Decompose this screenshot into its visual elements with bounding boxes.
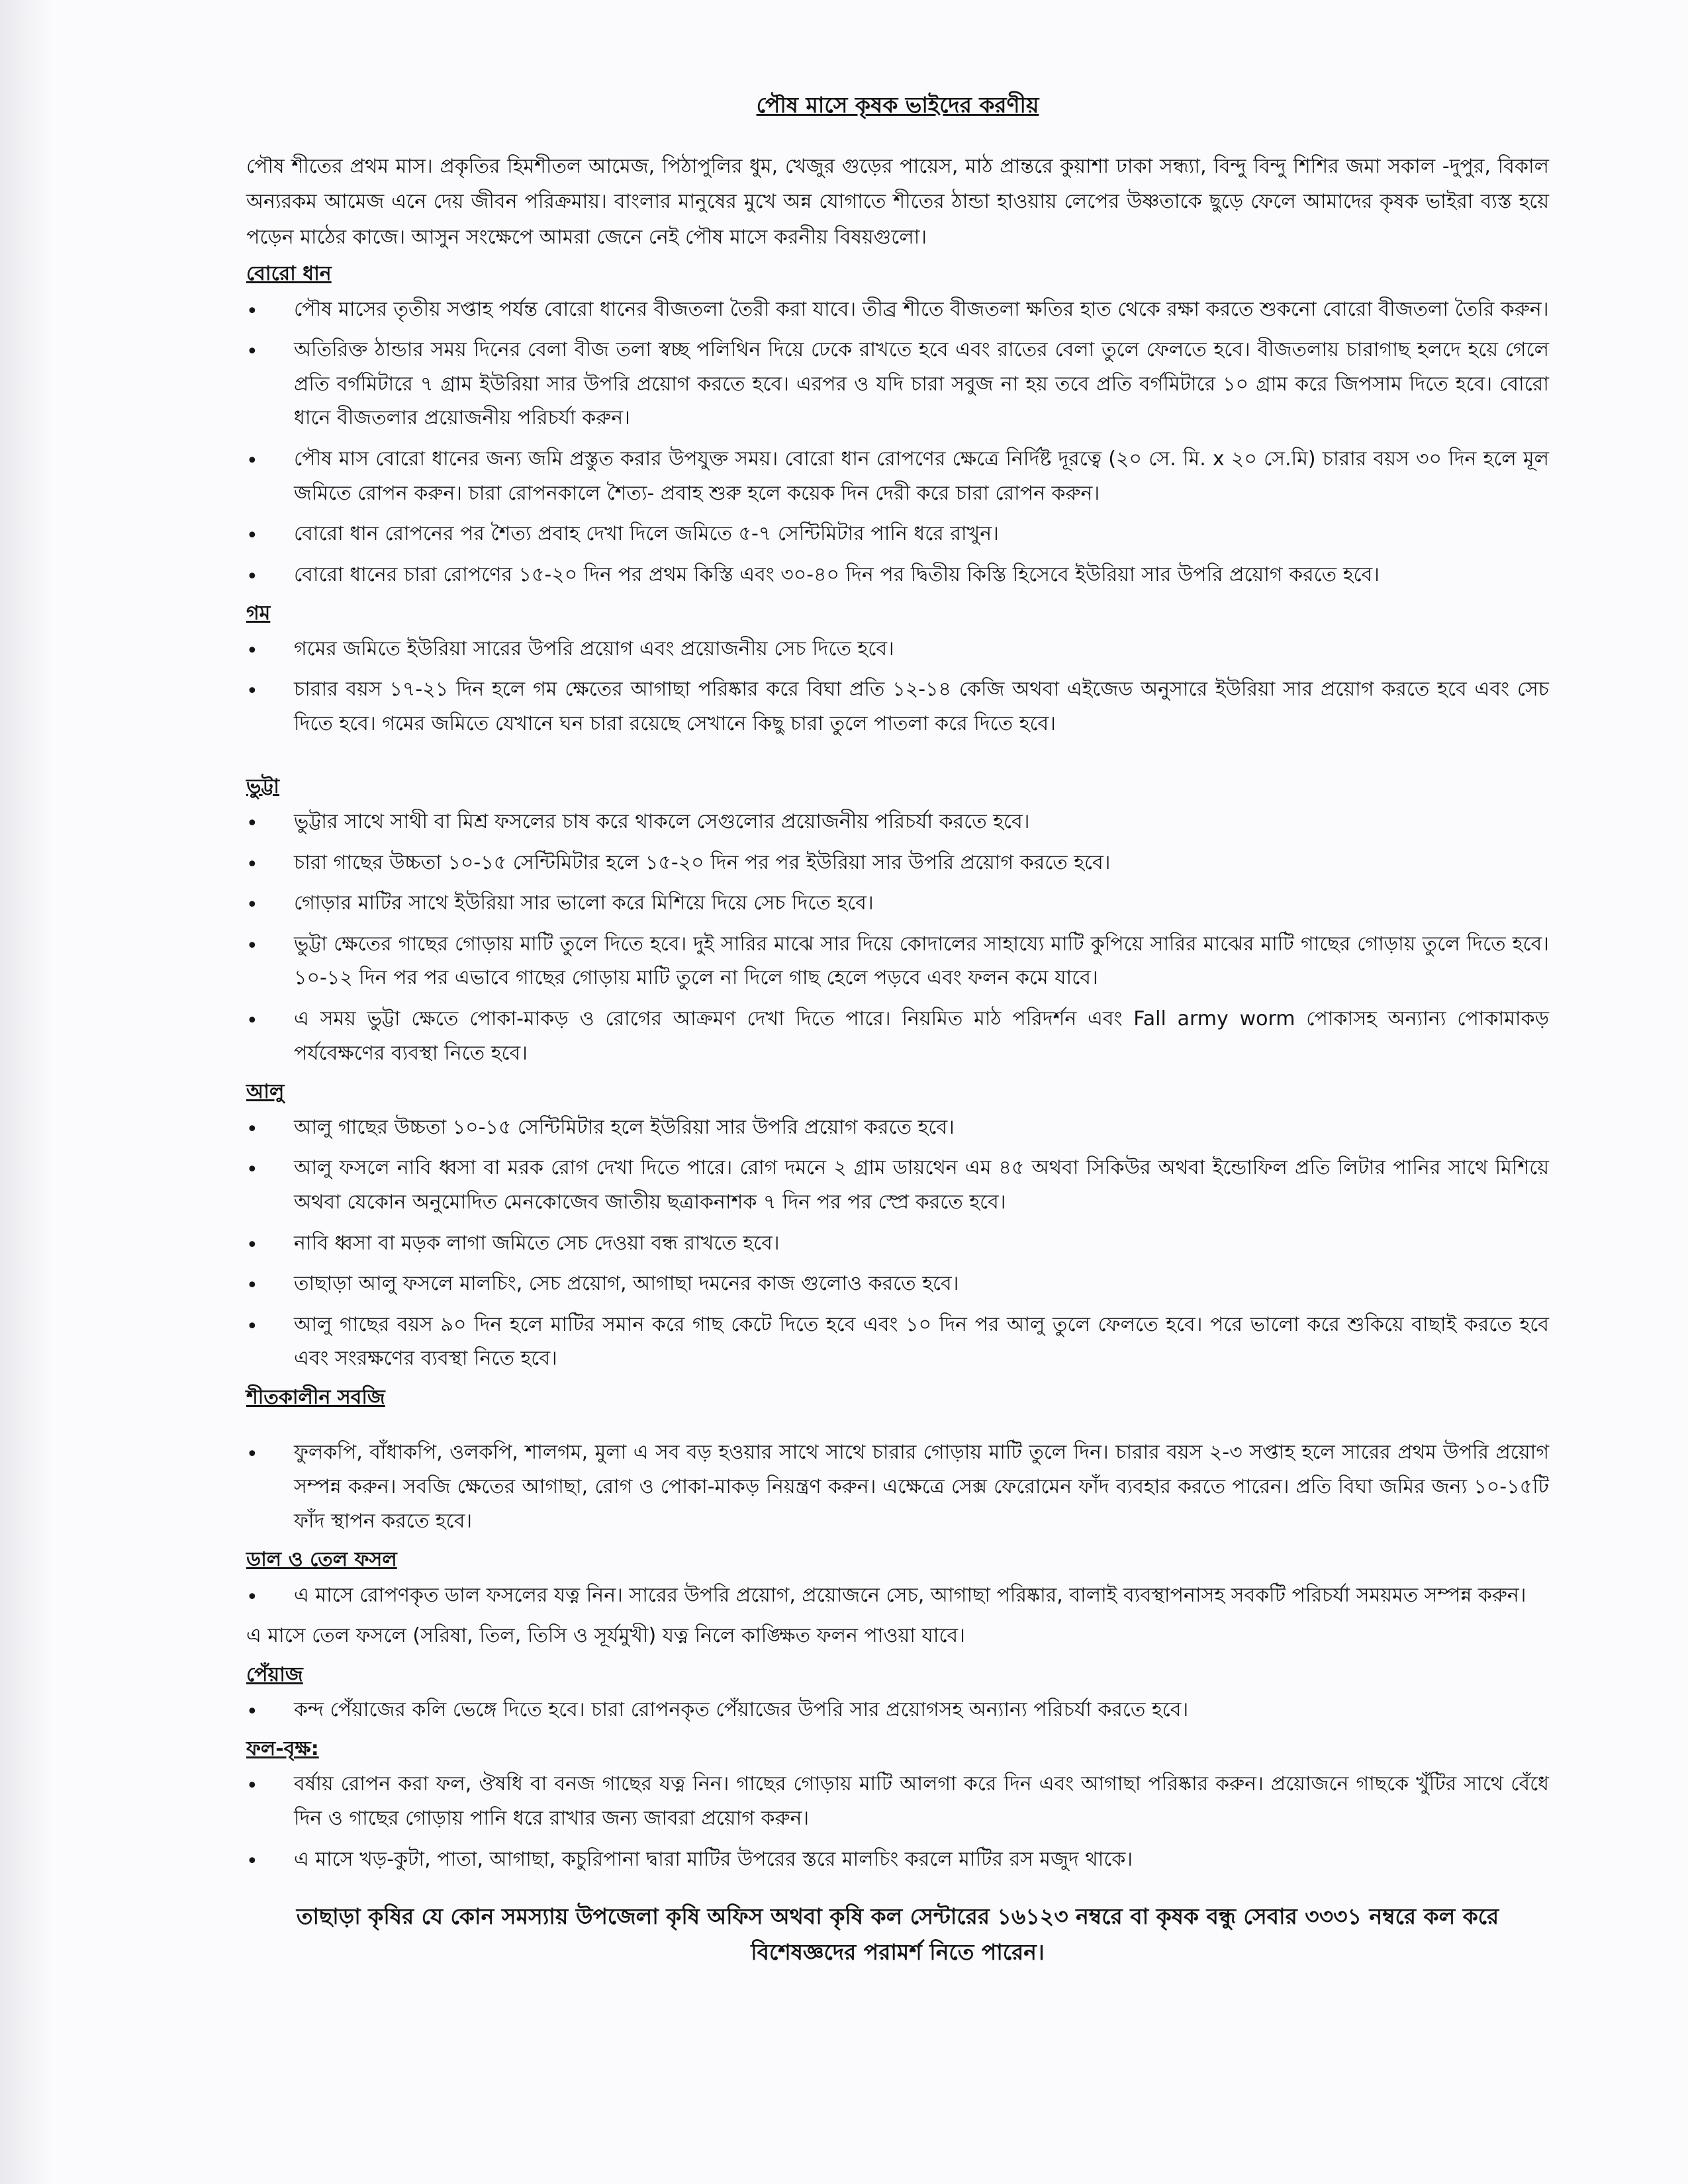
list-item xyxy=(246,442,1549,510)
boro-list xyxy=(246,293,1549,592)
intro-paragraph: পৌষ শীতের প্রথম মাস। প্রকৃতির হিমশীতল আমেজ, পিঠাপুলির ধুম, খেজুর গুড়ের পায়েস, মাঠ প্রান্তরে কুয়াশা ঢাকা সন্ধ্যা, বিন্দু বিন্দু শিশির জমা সকাল -দুপুর, বিকাল অন্যরকম আমেজ এনে দেয় জীবন পরিক্রমায়। বাংলার মানুষের মুখে অন্ন যোগাতে শীতের ঠান্ডা হাওয়ায় লেপের উষ্ণতাকে ছুড়ে ফেলে আমাদের কৃষক ভাইরা ব্যস্ত হয়ে পড়েন মাঠের কাজে। আসুন সংক্ষেপে আমরা জেনে নেই পৌষ মাসে করনীয় বিষয়গুলো। xyxy=(246,154,1549,249)
phol-list xyxy=(246,1767,1549,1876)
section-heading-phol: ফল-বৃক্ষ: xyxy=(246,1737,319,1760)
bullet-icon: • xyxy=(246,680,258,704)
list-item xyxy=(246,1151,1549,1219)
list-item-text: বোরো ধান রোপনের পর শৈত্য প্রবাহ দেখা দিলে জমিতে ৫-৭ সেন্টিমিটার পানি ধরে রাখুন। xyxy=(294,522,999,546)
bullet-icon: • xyxy=(246,565,258,588)
oilseed-note: এ মাসে তেল ফসলে (সরিষা, তিল, তিসি ও সূর্যমুখী) যত্ন নিলে কাঙ্ক্ষিত ফলন পাওয়া যাবে। xyxy=(246,1624,965,1648)
bullet-icon: • xyxy=(246,1009,258,1033)
bullet-icon: • xyxy=(246,934,258,958)
dal-list xyxy=(246,1578,1549,1613)
list-item-text: ভুট্টার সাথে সাথী বা মিশ্র ফসলের চাষ করে থাকলে সেগুলোর প্রয়োজনীয় পরিচর্যা করতে হবে। xyxy=(294,810,1030,834)
list-item-text: আলু ফসলে নাবি ধ্বসা বা মরক রোগ দেখা দিতে পারে। রোগ দমনে ২ গ্রাম ডায়থেন এম ৪৫ অথবা সিকিউর অথবা ইন্ডোফিল প্রতি লিটার পানির সাথে মিশিয়ে অথবা যেকোন অনুমোদিত মেনকোজেব জাতীয় ছত্রাকনাশক ৭ দিন পর পর স্প্রে করতে হবে। xyxy=(294,1156,1549,1214)
bullet-icon: • xyxy=(246,639,258,662)
bullet-icon: • xyxy=(246,1443,258,1467)
section-heading-dal: ডাল ও তেল ফসল xyxy=(246,1548,397,1572)
list-item-text: নাবি ধ্বসা বা মড়ক লাগা জমিতে সেচ দেওয়া বন্ধ রাখতে হবে। xyxy=(294,1231,780,1255)
list-item xyxy=(246,1767,1549,1835)
list-item-text: এ মাসে রোপণকৃত ডাল ফসলের যত্ন নিন। সারের উপরি প্রয়োগ, প্রয়োজনে সেচ, আগাছা পরিষ্কার, বালাই ব্যবস্থাপনাসহ সবকটি পরিচর্যা সময়মত সম্পন্ন করুন। xyxy=(294,1583,1526,1607)
list-item xyxy=(246,1002,1549,1070)
list-item-text: আলু গাছের বয়স ৯০ দিন হলে মাটির সমান করে গাছ কেটে দিতে হবে এবং ১০ দিন পর আলু তুলে ফেলতে হবে। পরে ভালো করে শুকিয়ে বাছাই করতে হবে এবং সংরক্ষণের ব্যবস্থা নিতে হবে। xyxy=(294,1312,1549,1371)
list-item xyxy=(246,1111,1549,1145)
bhutta-list xyxy=(246,805,1549,1070)
bullet-icon: • xyxy=(246,1774,258,1798)
list-item-text: পৌষ মাসের তৃতীয় সপ্তাহ পর্যন্ত বোরো ধানের বীজতলা তৈরী করা যাবে। তীব্র শীতে বীজতলা ক্ষতির হাত থেকে রক্ষা করতে শুকনো বোরো বীজতলা তৈরি করুন। xyxy=(294,297,1549,321)
list-item xyxy=(246,293,1549,327)
list-item-text: চারা গাছের উচ্চতা ১০-১৫ সেন্টিমিটার হলে ১৫-২০ দিন পর পর ইউরিয়া সার উপরি প্রয়োগ করতে হবে। xyxy=(294,850,1111,874)
list-item xyxy=(246,672,1549,741)
list-item-text: এ মাসে খড়-কুটা, পাতা, আগাছা, কচুরিপানা দ্বারা মাটির উপরের স্তরে মালচিং করলে মাটির রস মজুদ থাকে। xyxy=(294,1847,1133,1871)
list-item xyxy=(246,1578,1549,1613)
list-item-text: বর্ষায় রোপন করা ফল, ঔষধি বা বনজ গাছের যত্ন নিন। গাছের গোড়ায় মাটি আলগা করে দিন এবং আগাছা পরিষ্কার করুন। প্রয়োজনে গাছকে খুঁটির সাথে বেঁধে দিন ও গাছের গোড়ায় পানি ধরে রাখার জন্য জাবরা প্রয়োগ করুন। xyxy=(294,1772,1549,1831)
section-heading-bhutta: ভুট্টা xyxy=(246,774,279,798)
list-item-text: কন্দ পেঁয়াজের কলি ভেঙ্গে দিতে হবে। চারা রোপনকৃত পেঁয়াজের উপরি সার প্রয়োগসহ অন্যান্য পরিচর্যা করতে হবে। xyxy=(294,1698,1189,1722)
list-item-text: ফুলকপি, বাঁধাকপি, ওলকপি, শালগম, মুলা এ সব বড় হওয়ার সাথে সাথে চারার গোড়ায় মাটি তুলে দিন। চারার বয়স ২-৩ সপ্তাহ হলে সারের প্রথম উপরি প্রয়োগ সম্পন্ন করুন। সবজি ক্ষেতের আগাছা, রোগ ও পোকা-মাকড় নিয়ন্ত্রণ করুন। এক্ষেত্রে সেক্স ফেরোমেন ফাঁদ ব্যবহার করতে পারেন। প্রতি বিঘা জমির জন্য ১০-১৫টি ফাঁদ স্থাপন করতে হবে। xyxy=(294,1441,1549,1533)
list-item xyxy=(246,1226,1549,1261)
bullet-icon: • xyxy=(246,1585,258,1609)
bullet-icon: • xyxy=(246,1274,258,1298)
list-item-text: এ সময় ভুট্টা ক্ষেতে পোকা-মাকড় ও রোগের আক্রমণ দেখা দিতে পারে। নিয়মিত মাঠ পরিদর্শন এবং Fall army worm পোকাসহ অন্যান্য পোকামাকড় পর্যবেক্ষণের ব্যবস্থা নিতে হবে। xyxy=(294,1007,1549,1065)
list-item-text: চারার বয়স ১৭-২১ দিন হলে গম ক্ষেতের আগাছা পরিষ্কার করে বিঘা প্রতি ১২-১৪ কেজি অথবা এইজেড অনুসারে ইউরিয়া সার প্রয়োগ করতে হবে এবং সেচ দিতে হবে। গমের জমিতে যেখানে ঘন চারা রয়েছে সেখানে কিছু চারা তুলে পাতলা করে দিতে হবে। xyxy=(294,678,1549,735)
alu-list xyxy=(246,1111,1549,1376)
list-item xyxy=(246,632,1549,666)
list-item xyxy=(246,558,1549,592)
list-item-text: পৌষ মাস বোরো ধানের জন্য জমি প্রস্তুত করার উপযুক্ত সময়। বোরো ধান রোপণের ক্ষেত্রে নির্দিষ্ট দূরত্বে (২০ সে. মি. x ২০ সে.মি) চারার বয়স ৩০ দিন হলে মূল জমিতে রোপন করুন। চারা রোপনকালে শৈত্য- প্রবাহ শুরু হলে কয়েক দিন দেরী করে চারা রোপন করুন। xyxy=(294,447,1549,505)
list-item-text: আলু গাছের উচ্চতা ১০-১৫ সেন্টিমিটার হলে ইউরিয়া সার উপরি প্রয়োগ করতে হবে। xyxy=(294,1115,955,1139)
bullet-icon: • xyxy=(246,1700,258,1724)
bullet-icon: • xyxy=(246,340,258,364)
list-item xyxy=(246,1843,1549,1877)
list-item xyxy=(246,886,1549,921)
list-item-text: বোরো ধানের চারা রোপণের ১৫-২০ দিন পর প্রথম কিস্তি এবং ৩০-৪০ দিন পর দ্বিতীয় কিস্তি হিসেবে ইউরিয়া সার উপরি প্রয়োগ করতে হবে। xyxy=(294,563,1380,586)
list-item xyxy=(246,1308,1549,1376)
section-heading-gom: গম xyxy=(246,602,271,625)
bullet-icon: • xyxy=(246,1849,258,1873)
list-item xyxy=(246,927,1549,995)
list-item-text: অতিরিক্ত ঠান্ডার সময় দিনের বেলা বীজ তলা স্বচ্ছ পলিথিন দিয়ে ঢেকে রাখতে হবে এবং রাতের বেলা তুলে ফেলতে হবে। বীজতলায় চারাগাছ হলদে হয়ে গেলে প্রতি বর্গমিটারে ৭ গ্রাম ইউরিয়া সার উপরি প্রয়োগ করতে হবে। এরপর ও যদি চারা সবুজ না হয় তবে প্রতি বর্গমিটারে ১০ গ্রাম করে জিপসাম দিতে হবে। বোরো ধানে বীজতলার প্রয়োজনীয় পরিচর্যা করুন। xyxy=(294,338,1549,430)
bullet-icon: • xyxy=(246,299,258,323)
sobji-list xyxy=(246,1435,1549,1538)
bullet-icon: • xyxy=(246,1117,258,1141)
bullet-icon: • xyxy=(246,1314,258,1338)
list-item xyxy=(246,1267,1549,1301)
gom-list xyxy=(246,632,1549,741)
bullet-icon: • xyxy=(246,1158,258,1182)
section-heading-boro: বোরো ধান xyxy=(246,262,332,286)
list-item xyxy=(246,1693,1549,1727)
bullet-icon: • xyxy=(246,449,258,473)
contact-footer: তাছাড়া কৃষির যে কোন সমস্যায় উপজেলা কৃষি অফিস অথবা কৃষি কল সেন্টারের ১৬১২৩ নম্বরে বা কৃষক বন্ধু সেবার ৩৩৩১ নম্বরে কল করে বিশেষজ্ঞদের পরামর্শ নিতে পারেন। xyxy=(296,1903,1499,1965)
bullet-icon: • xyxy=(246,1233,258,1257)
list-item-text: ভুট্টা ক্ষেতের গাছের গোড়ায় মাটি তুলে দিতে হবে। দুই সারির মাঝে সার দিয়ে কোদালের সাহায্যে মাটি কুপিয়ে সারির মাঝের মাটি গাছের গোড়ায় তুলে দিতে হবে। ১০-১২ দিন পর পর এভাবে গাছের গোড়ায় মাটি তুলে না দিলে গাছ হেলে পড়বে এবং ফলন কমে যাবে। xyxy=(294,932,1549,990)
list-item-text: গোড়ার মাটির সাথে ইউরিয়া সার ভালো করে মিশিয়ে দিয়ে সেচ দিতে হবে। xyxy=(294,891,874,915)
peyaj-list xyxy=(246,1693,1549,1727)
list-item-text: তাছাড়া আলু ফসলে মালচিং, সেচ প্রয়োগ, আগাছা দমনের কাজ গুলোও করতে হবে। xyxy=(294,1272,959,1296)
bullet-icon: • xyxy=(246,812,258,836)
document-title: পৌষ মাসে কৃষক ভাইদের করণীয় xyxy=(756,92,1039,118)
bullet-icon: • xyxy=(246,524,258,548)
list-item xyxy=(246,517,1549,551)
section-heading-peyaj: পেঁয়াজ xyxy=(246,1662,303,1686)
section-heading-alu: আলু xyxy=(246,1080,285,1104)
list-item xyxy=(246,805,1549,839)
list-item xyxy=(246,333,1549,435)
bullet-icon: • xyxy=(246,893,258,917)
bullet-icon: • xyxy=(246,852,258,876)
list-item-text: গমের জমিতে ইউরিয়া সারের উপরি প্রয়োগ এবং প্রয়োজনীয় সেচ দিতে হবে। xyxy=(294,637,894,660)
section-heading-sobji: শীতকালীন সবজি xyxy=(246,1385,385,1409)
list-item xyxy=(246,1435,1549,1538)
list-item xyxy=(246,846,1549,880)
